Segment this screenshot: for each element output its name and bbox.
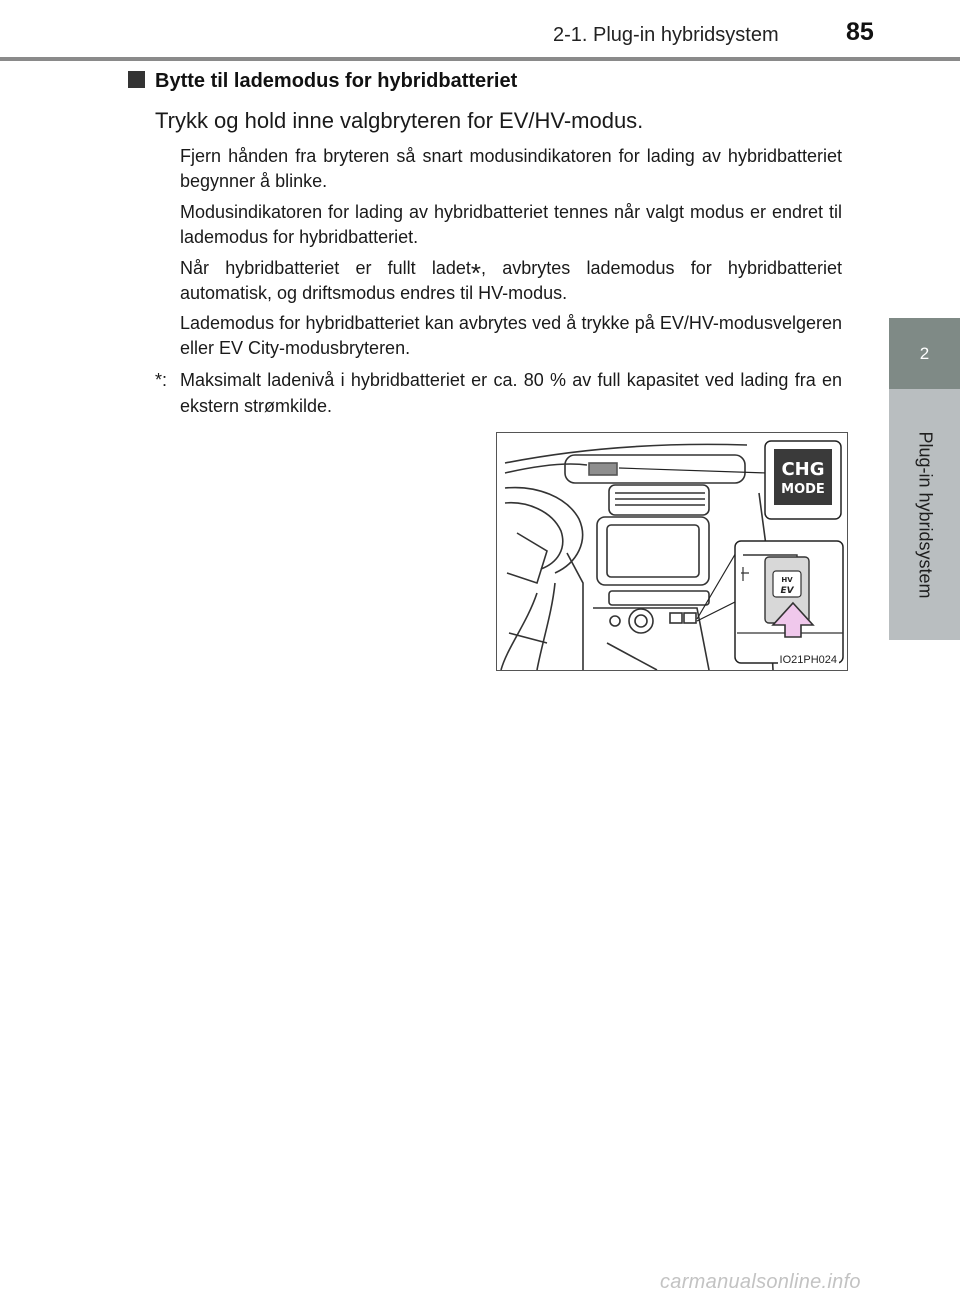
paragraph: Fjern hånden fra bryteren så snart modusindikatoren for lading av hybridbatteriet begynner å blinke. xyxy=(180,146,842,191)
footnote-text: Maksimalt ladenivå i hybridbatteriet er ca. 80 % av full kapasitet ved lading fra en ekstern strømkilde. xyxy=(180,370,842,416)
header-divider xyxy=(0,57,960,61)
chapter-number: 2 xyxy=(919,344,930,363)
footnote-mark: *: xyxy=(155,370,168,390)
watermark: carmanualsonline.info xyxy=(660,1271,861,1293)
square-bullet-icon xyxy=(128,71,145,88)
indicator-line1: CHG xyxy=(781,459,825,480)
chapter-side-tab xyxy=(889,389,960,640)
ev-hv-button-label: EV xyxy=(780,586,794,596)
section-title: 2-1. Plug-in hybridsystem xyxy=(553,24,779,46)
paragraph-text: Når hybridbatteriet er fullt ladet xyxy=(180,258,471,278)
footnote xyxy=(155,367,842,419)
indicator-line2: MODE xyxy=(781,482,825,497)
asterisk-mark: * xyxy=(470,258,482,288)
paragraph: Lademodus for hybridbatteriet kan avbrytes ved å trykke på EV/HV-modusvelgeren eller EV City-modusbryteren. xyxy=(180,313,842,358)
dashboard-illustration xyxy=(496,432,848,671)
ev-hv-button-label-small: HV xyxy=(781,576,793,584)
instruction-text: Trykk og hold inne valgbryteren for EV/HV-modus. xyxy=(155,108,644,133)
chapter-tab xyxy=(889,318,960,389)
paragraph xyxy=(180,256,842,306)
chapter-label: Plug-in hybridsystem xyxy=(915,430,935,599)
heading-text: Bytte til lademodus for hybridbatteriet xyxy=(155,70,518,92)
dashboard-drawing xyxy=(497,433,847,670)
section-heading xyxy=(128,70,517,93)
page-number: 85 xyxy=(846,18,874,46)
illustration-code: IO21PH024 xyxy=(779,654,837,666)
paragraph-text-cont: , avbrytes lademodus for hybridbatteriet automatisk, og driftsmodus endres til HV-modus. xyxy=(180,258,842,303)
paragraph: Modusindikatoren for lading av hybridbatteriet tennes når valgt modus er endret til lademodus for hybridbatteriet. xyxy=(180,202,842,247)
